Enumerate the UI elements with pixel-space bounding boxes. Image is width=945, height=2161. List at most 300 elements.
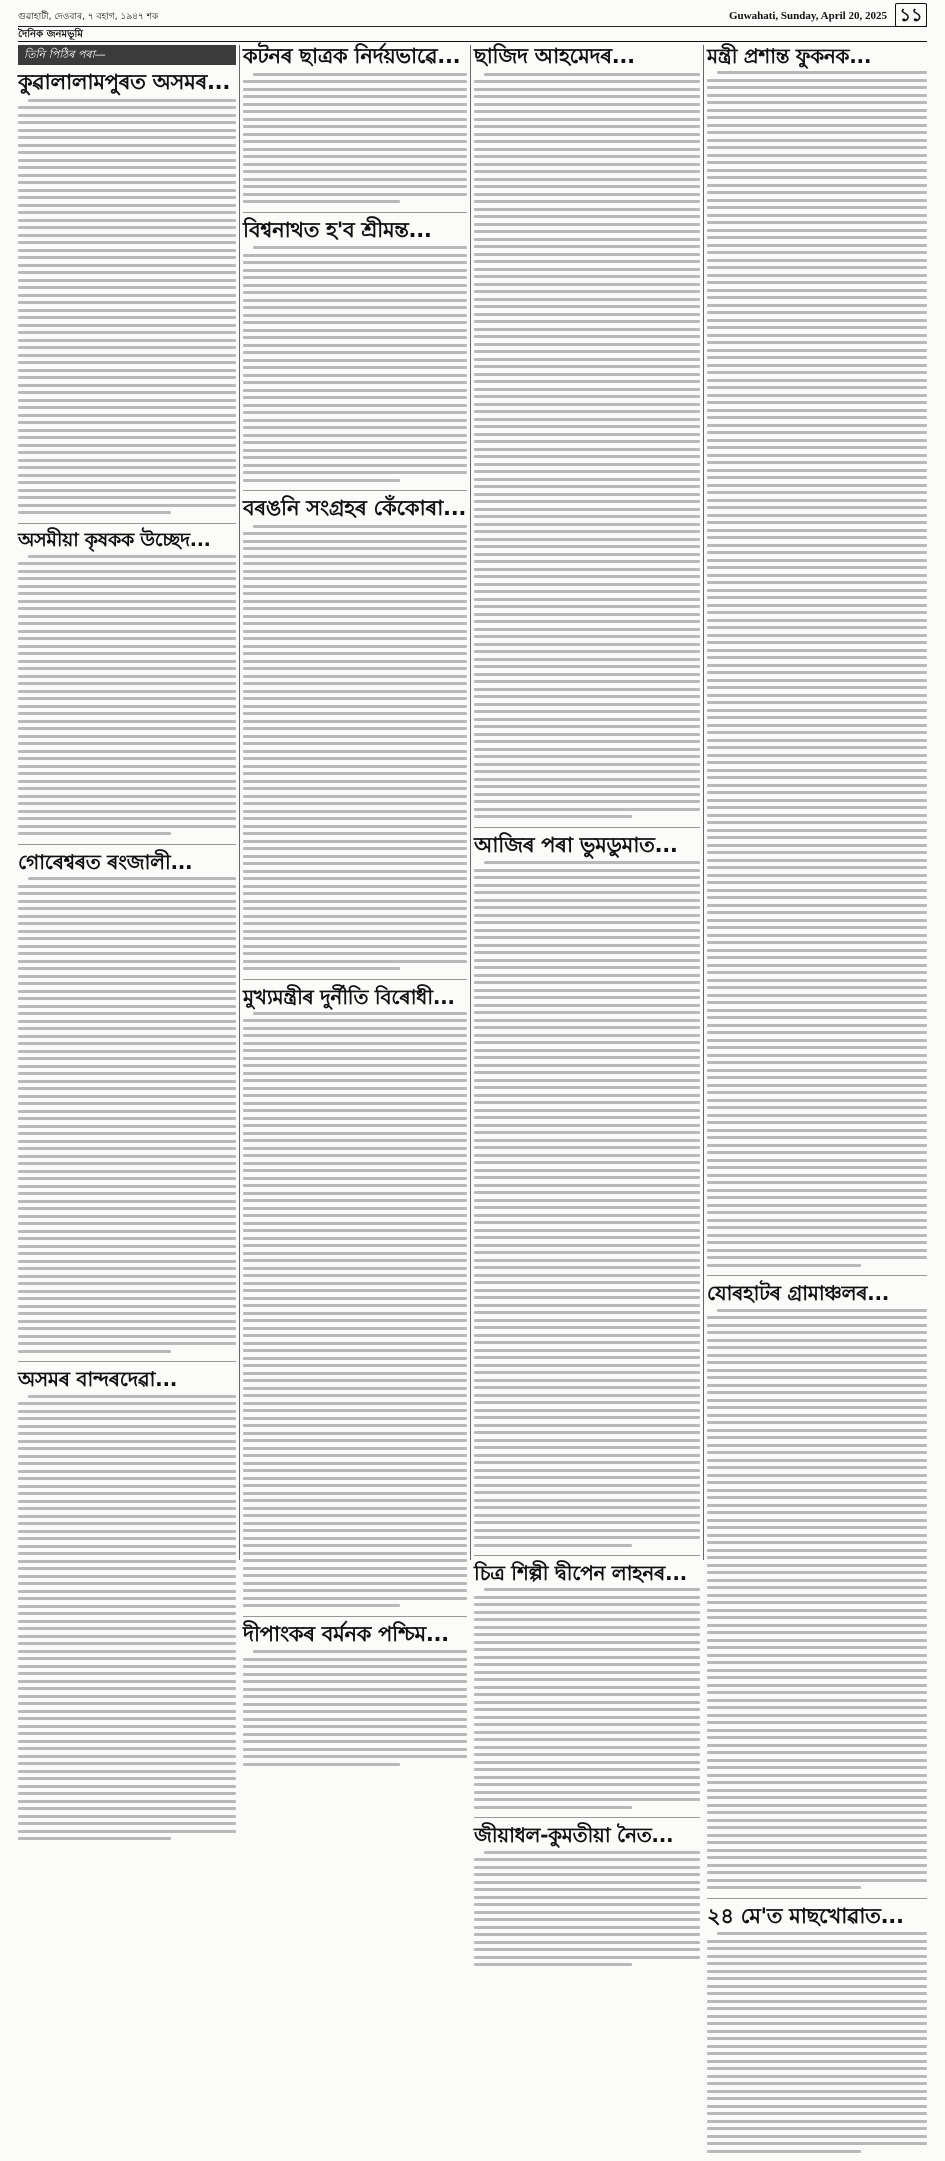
- text-line: [243, 1544, 467, 1547]
- text-line: [707, 424, 927, 427]
- text-line: [243, 600, 467, 603]
- text-line: [707, 1564, 927, 1567]
- text-line: [707, 1264, 861, 1267]
- text-line: [474, 1356, 700, 1359]
- text-line: [707, 109, 927, 112]
- text-line: [707, 611, 927, 614]
- text-line: [18, 727, 236, 730]
- text-line: [707, 364, 927, 367]
- text-line: [243, 1574, 467, 1577]
- text-line: [18, 1050, 236, 1053]
- text-line: [707, 964, 927, 967]
- text-line: [474, 718, 700, 721]
- text-line: [474, 1199, 700, 1202]
- text-line: [18, 802, 236, 805]
- text-line: [474, 785, 700, 788]
- text-line: [474, 365, 700, 368]
- text-line: [707, 491, 927, 494]
- text-line: [474, 1214, 700, 1217]
- text-line: [18, 1800, 236, 1803]
- text-line: [707, 626, 927, 629]
- text-line: [474, 1011, 700, 1014]
- text-line: [18, 121, 236, 124]
- text-line: [243, 1469, 467, 1472]
- text-line: [243, 1094, 467, 1097]
- text-line: [18, 690, 236, 693]
- text-line: [474, 433, 700, 436]
- text-line: [18, 1552, 236, 1555]
- text-line: [474, 88, 700, 91]
- text-line: [243, 1409, 467, 1412]
- text-line: [474, 1431, 700, 1434]
- text-line: [474, 1191, 700, 1194]
- text-line: [243, 110, 467, 113]
- text-line: [707, 619, 927, 622]
- text-line: [474, 568, 700, 571]
- text-line: [18, 1822, 236, 1825]
- text-line: [18, 1072, 236, 1075]
- text-line: [243, 1364, 467, 1367]
- text-line: [707, 544, 927, 547]
- text-line: [474, 1723, 700, 1726]
- text-line: [474, 1304, 700, 1307]
- text-line: [707, 559, 927, 562]
- text-line: [474, 1154, 700, 1157]
- text-line: [707, 1661, 927, 1664]
- text-line: [243, 540, 467, 543]
- text-line: [474, 613, 700, 616]
- text-line: [717, 1309, 927, 1312]
- text-line: [474, 1648, 700, 1651]
- text-line: [707, 176, 927, 179]
- text-line: [243, 1394, 467, 1397]
- text-line: [18, 1155, 236, 1158]
- text-line: [707, 1106, 927, 1109]
- text-line: [18, 1545, 236, 1548]
- text-line: [707, 1624, 927, 1627]
- text-line: [243, 441, 467, 444]
- headline: যোৰহাটৰ গ্ৰামাঞ্চলৰ...: [707, 1281, 890, 1306]
- article-body: [243, 73, 467, 204]
- text-line: [474, 1641, 700, 1644]
- text-line: [243, 381, 467, 384]
- article-body: [474, 1588, 700, 1809]
- text-line: [243, 930, 467, 933]
- text-line: [707, 589, 927, 592]
- text-line: [18, 1695, 236, 1698]
- text-line: [18, 481, 236, 484]
- text-line: [474, 253, 700, 256]
- text-line: [243, 1499, 467, 1502]
- text-line: [18, 1147, 236, 1150]
- text-line: [243, 1379, 467, 1382]
- text-line: [18, 429, 236, 432]
- text-line: [474, 951, 700, 954]
- text-line: [18, 1710, 236, 1713]
- text-line: [243, 675, 467, 678]
- text-line: [243, 1417, 467, 1420]
- masthead-top: [18, 4, 927, 27]
- text-line: [243, 1582, 467, 1585]
- text-line: [474, 230, 700, 233]
- text-line: [474, 95, 700, 98]
- text-line: [18, 1005, 236, 1008]
- text-line: [474, 643, 700, 646]
- text-line: [474, 283, 700, 286]
- text-line: [474, 1169, 700, 1172]
- text-line: [474, 1041, 700, 1044]
- text-line: [18, 1252, 236, 1255]
- text-line: [707, 1669, 927, 1672]
- text-line: [243, 1207, 467, 1210]
- text-line: [243, 434, 467, 437]
- text-line: [474, 1094, 700, 1097]
- text-line: [707, 2060, 927, 2063]
- text-line: [18, 1192, 236, 1195]
- text-line: [18, 885, 236, 888]
- text-line: [474, 914, 700, 917]
- text-line: [18, 1125, 236, 1128]
- text-line: [707, 214, 927, 217]
- text-line: [474, 1161, 700, 1164]
- text-line: [18, 151, 236, 154]
- text-line: [474, 193, 700, 196]
- text-line: [474, 1079, 700, 1082]
- text-line: [243, 88, 467, 91]
- text-line: [18, 1770, 236, 1773]
- text-line: [18, 1590, 236, 1593]
- text-line: [18, 286, 236, 289]
- text-line: [474, 1956, 700, 1959]
- text-line: [18, 675, 236, 678]
- text-line: [707, 1736, 927, 1739]
- text-line: [707, 409, 927, 412]
- text-line: [18, 1207, 236, 1210]
- text-line: [243, 1589, 467, 1592]
- text-line: [18, 1057, 236, 1060]
- text-line: [28, 555, 236, 558]
- text-line: [243, 1710, 467, 1713]
- text-line: [474, 403, 700, 406]
- text-line: [707, 1429, 927, 1432]
- text-line: [243, 922, 467, 925]
- text-line: [474, 1656, 700, 1659]
- text-line: [18, 1342, 236, 1345]
- text-line: [474, 485, 700, 488]
- text-line: [243, 449, 467, 452]
- text-line: [707, 154, 927, 157]
- text-line: [243, 1402, 467, 1405]
- text-line: [707, 296, 927, 299]
- text-line: [707, 1834, 927, 1837]
- text-line: [243, 1462, 467, 1465]
- text-line: [707, 911, 927, 914]
- text-line: [707, 1459, 927, 1462]
- text-line: [707, 686, 927, 689]
- text-line: [707, 2015, 927, 2018]
- text-line: [243, 1334, 467, 1337]
- text-line: [474, 418, 700, 421]
- text-line: [707, 1616, 927, 1619]
- text-line: [717, 1932, 927, 1935]
- text-line: [707, 184, 927, 187]
- text-line: [243, 269, 467, 272]
- text-line: [474, 891, 700, 894]
- text-line: [243, 1027, 467, 1030]
- text-line: [474, 523, 700, 526]
- text-line: [18, 660, 236, 663]
- text-line: [707, 311, 927, 314]
- text-line: [474, 673, 700, 676]
- text-line: [243, 697, 467, 700]
- text-line: [18, 264, 236, 267]
- text-line: [474, 966, 700, 969]
- text-line: [18, 1282, 236, 1285]
- headline: দীপাংকৰ বৰ্মনক পশ্চিম...: [243, 1621, 449, 1646]
- text-line: [474, 275, 700, 278]
- text-line: [243, 1049, 467, 1052]
- text-line: [474, 1379, 700, 1382]
- text-line: [474, 1386, 700, 1389]
- text-line: [18, 975, 236, 978]
- text-line: [707, 521, 927, 524]
- text-line: [474, 1176, 700, 1179]
- text-line: [707, 1249, 927, 1252]
- text-line: [474, 238, 700, 241]
- text-line: [18, 615, 236, 618]
- text-line: [474, 936, 700, 939]
- text-line: [474, 1401, 700, 1404]
- text-line: [18, 1230, 236, 1233]
- text-line: [707, 341, 927, 344]
- text-line: [243, 359, 467, 362]
- text-line: [243, 314, 467, 317]
- text-line: [474, 313, 700, 316]
- text-line: [484, 73, 700, 76]
- text-line: [707, 1046, 927, 1049]
- text-line: [18, 1185, 236, 1188]
- text-line: [707, 1129, 927, 1132]
- text-line: [707, 266, 927, 269]
- text-line: [707, 1819, 927, 1822]
- text-line: [707, 1526, 927, 1529]
- text-line: [707, 604, 927, 607]
- text-line: [474, 1918, 700, 1921]
- text-line: [18, 1755, 236, 1758]
- text-line: [707, 319, 927, 322]
- text-line: [707, 236, 927, 239]
- text-line: [243, 562, 467, 565]
- text-line: [474, 1484, 700, 1487]
- text-line: [18, 226, 236, 229]
- text-line: [474, 763, 700, 766]
- text-line: [18, 1717, 236, 1720]
- text-line: [707, 1001, 927, 1004]
- text-line: [707, 896, 927, 899]
- text-line: [18, 1477, 236, 1480]
- text-line: [243, 915, 467, 918]
- text-line: [474, 1131, 700, 1134]
- article-body: [707, 1309, 927, 1890]
- headline: কটনৰ ছাত্ৰক নিৰ্দয়ভাৱে...: [243, 44, 461, 68]
- text-line: [474, 1424, 700, 1427]
- text-line: [243, 765, 467, 768]
- text-line: [243, 795, 467, 798]
- text-line: [707, 199, 927, 202]
- article-body: [474, 1851, 700, 1967]
- text-line: [474, 1738, 700, 1741]
- text-line: [243, 374, 467, 377]
- text-line: [707, 694, 927, 697]
- text-line: [18, 1500, 236, 1503]
- text-line: [18, 316, 236, 319]
- text-line: [474, 410, 700, 413]
- text-line: [18, 795, 236, 798]
- text-line: [243, 847, 467, 850]
- text-line: [243, 426, 467, 429]
- text-line: [243, 1454, 467, 1457]
- text-line: [18, 765, 236, 768]
- text-line: [474, 1326, 700, 1329]
- text-line: [707, 851, 927, 854]
- text-line: [707, 1211, 927, 1214]
- text-line: [707, 1856, 927, 1859]
- text-line: [707, 724, 927, 727]
- column-2: [243, 44, 467, 1646]
- story: [474, 834, 700, 1557]
- text-line: [707, 529, 927, 532]
- text-line: [474, 118, 700, 121]
- text-line: [707, 1781, 927, 1784]
- text-line: [474, 793, 700, 796]
- text-line: [707, 1774, 927, 1777]
- text-line: [474, 755, 700, 758]
- text-line: [243, 396, 467, 399]
- text-line: [474, 1611, 700, 1614]
- text-line: [474, 163, 700, 166]
- column-4: [707, 44, 927, 1928]
- text-line: [18, 1027, 236, 1030]
- text-line: [717, 71, 927, 74]
- text-line: [707, 139, 927, 142]
- text-line: [707, 1189, 927, 1192]
- text-line: [474, 710, 700, 713]
- text-line: [707, 1376, 927, 1379]
- text-line: [707, 244, 927, 247]
- text-line: [18, 832, 171, 835]
- text-line: [18, 1177, 236, 1180]
- text-line: [474, 1034, 700, 1037]
- text-line: [18, 189, 236, 192]
- text-line: [474, 929, 700, 932]
- text-line: [243, 1214, 467, 1217]
- text-line: [707, 844, 927, 847]
- text-line: [18, 622, 236, 625]
- text-line: [484, 1851, 700, 1854]
- text-line: [18, 1605, 236, 1608]
- text-line: [474, 680, 700, 683]
- text-line: [707, 274, 927, 277]
- text-line: [18, 181, 236, 184]
- text-line: [18, 1747, 236, 1750]
- text-line: [243, 742, 467, 745]
- text-line: [707, 994, 927, 997]
- text-line: [707, 551, 927, 554]
- text-line: [474, 884, 700, 887]
- text-line: [243, 855, 467, 858]
- text-line: [707, 1481, 927, 1484]
- text-line: [243, 95, 467, 98]
- text-line: [707, 1511, 927, 1514]
- text-line: [707, 1947, 927, 1950]
- text-line: [707, 986, 927, 989]
- text-line: [243, 1222, 467, 1225]
- story: [18, 1368, 236, 1848]
- text-line: [18, 990, 236, 993]
- text-line: [474, 515, 700, 518]
- text-line: [707, 1391, 927, 1394]
- text-line: [243, 276, 467, 279]
- text-line: [474, 1446, 700, 1449]
- text-line: [18, 1140, 236, 1143]
- text-line: [707, 1594, 927, 1597]
- text-line: [707, 754, 927, 757]
- text-line: [18, 1087, 236, 1090]
- text-line: [243, 103, 467, 106]
- text-line: [243, 261, 467, 264]
- text-line: [243, 148, 467, 151]
- text-line: [18, 301, 236, 304]
- text-line: [243, 870, 467, 873]
- text-line: [18, 810, 236, 813]
- text-line: [707, 574, 927, 577]
- text-line: [474, 1783, 700, 1786]
- text-line: [474, 1663, 700, 1666]
- text-line: [474, 1529, 700, 1532]
- text-line: [707, 791, 927, 794]
- text-line: [707, 641, 927, 644]
- text-line: [474, 635, 700, 638]
- text-line: [474, 530, 700, 533]
- text-line: [18, 1740, 236, 1743]
- text-line: [18, 1290, 236, 1293]
- article-body: [243, 246, 467, 482]
- text-line: [18, 1567, 236, 1570]
- text-line: [243, 547, 467, 550]
- text-line: [707, 1940, 927, 1943]
- text-line: [243, 389, 467, 392]
- text-line: [243, 284, 467, 287]
- text-line: [18, 414, 236, 417]
- text-line: [474, 178, 700, 181]
- text-line: [243, 1507, 467, 1510]
- text-line: [18, 136, 236, 139]
- text-line: [474, 989, 700, 992]
- text-line: [474, 605, 700, 608]
- text-line: [18, 1762, 236, 1765]
- text-line: [474, 695, 700, 698]
- text-line: [18, 166, 236, 169]
- text-line: [474, 1416, 700, 1419]
- text-line: [243, 907, 467, 910]
- text-line: [474, 1469, 700, 1472]
- text-line: [18, 391, 236, 394]
- masthead-date-english: Guwahati, Sunday, April 20, 2025: [728, 10, 887, 22]
- text-line: [18, 1350, 171, 1353]
- text-line: [18, 1732, 236, 1735]
- text-line: [474, 1941, 700, 1944]
- text-line: [474, 1019, 700, 1022]
